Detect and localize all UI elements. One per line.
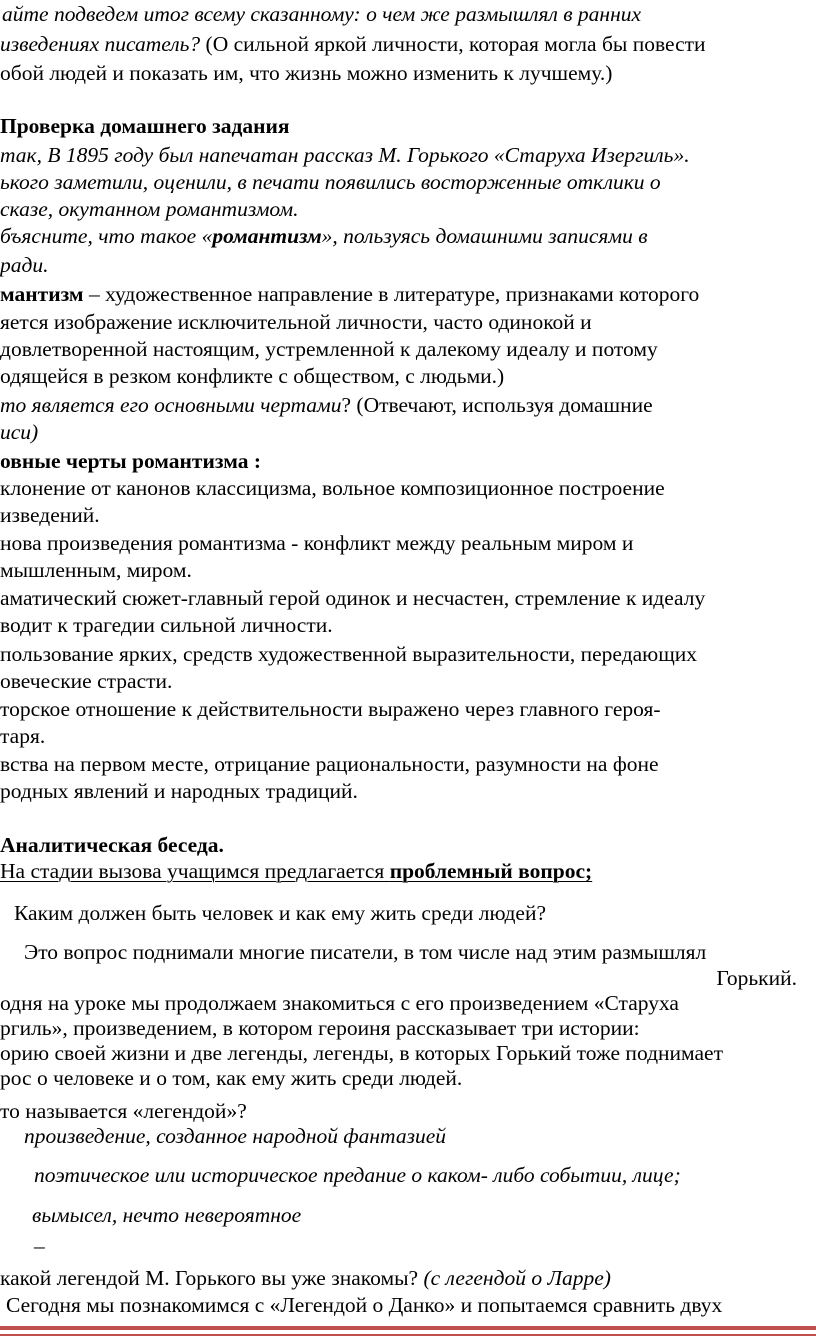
trait-line: водит к трагедии сильной личности. — [0, 613, 333, 637]
legend-question: то называется «легендой»? — [0, 1099, 247, 1123]
traits-question — [0, 395, 653, 417]
problem-stage-text: На стадии вызова учащимся предлагается — [0, 859, 390, 883]
paragraph-line-1: Это вопрос поднимали многие писатели, в том числе над этим размышлял — [24, 940, 707, 964]
trait-line: аматический сюжет-главный герой одинок и несчастен, стремление к идеалу — [0, 586, 706, 610]
legend-definition-3: вымысел, нечто невероятное — [32, 1203, 302, 1227]
trait-line: изведений. — [0, 503, 100, 527]
traits-question-italic: то является его основными чертами — [0, 393, 342, 417]
definition-line-2: яется изображение исключительной личности, часто одинокой и — [0, 310, 592, 334]
trait-line: пользование ярких, средств художественной выразительности, передающих — [0, 642, 698, 666]
trait-line: нова произведения романтизма - конфликт между реальным миром и — [0, 531, 634, 555]
traits-question-rest: ? (Отвечают, используя домашние — [341, 393, 653, 417]
romanticism-term: романтизм — [212, 224, 322, 248]
homework-line-3: сказе, окутанном романтизмом. — [0, 197, 299, 221]
homework-line-4 — [0, 226, 648, 248]
traits-question-line-2: иси) — [0, 420, 39, 444]
problem-stage-line — [0, 861, 592, 883]
problem-question-label: проблемный вопрос; — [389, 859, 593, 883]
homework-line-1: так, В 1895 году был напечатан рассказ М. Горького «Старуха Изергиль». — [0, 143, 690, 167]
trait-line: таря. — [0, 724, 46, 748]
known-legend-question: какой легендой М. Горького вы уже знакомы? — [0, 1266, 424, 1290]
paragraph-line-3: одня на уроке мы продолжаем знакомиться с его произведением «Старуха — [0, 991, 679, 1015]
trait-line: вства на первом месте, отрицание рациональности, разумности на фоне — [0, 752, 659, 776]
trait-line: клонение от канонов классицизма, вольное композиционное построение — [0, 476, 665, 500]
paragraph-line-5: орию своей жизни и две легенды, легенды, в которых Горький тоже поднимает — [0, 1041, 723, 1065]
intro-line-2 — [0, 34, 706, 56]
traits-heading: овные черты романтизма : — [0, 449, 261, 473]
definition-line-1 — [0, 284, 699, 306]
problem-question: Каким должен быть человек и как ему жить среди людей? — [14, 901, 547, 925]
trait-line: торское отношение к действительности выражено через главного героя- — [0, 697, 661, 721]
trait-line: овеческие страсти. — [0, 669, 173, 693]
legend-dash: – — [34, 1234, 45, 1258]
definition-line-3: довлетворенной настоящим, устремленной к далекому идеалу и потому — [0, 337, 658, 361]
intro-answer: (О сильной яркой личности, которая могла бы повести — [200, 32, 706, 56]
paragraph-line-4: ргиль», произведением, в котором героиня рассказывает три истории: — [0, 1016, 640, 1040]
legend-definition-2: поэтическое или историческое предание о каком- либо событии, лице; — [34, 1163, 681, 1187]
page-bottom-rule-thin — [0, 1334, 816, 1336]
definition-line-4: одящейся в резком конфликте с обществом, с людьми.) — [0, 364, 505, 388]
paragraph-line-2: Горький. — [716, 966, 797, 990]
intro-line-3: обой людей и показать им, что жизнь можно изменить к лучшему.) — [0, 61, 613, 85]
homework-line-2: ького заметили, оценили, в печати появились восторженные отклики о — [0, 170, 661, 194]
definition-text: – художественное направление в литературе, признаками которого — [83, 282, 700, 306]
definition-term: мантизм — [0, 282, 84, 306]
homework-line-4-pre: бъясните, что такое « — [0, 224, 213, 248]
trait-line: родных явлений и народных традиций. — [0, 779, 358, 803]
known-legend-answer: (с легендой о Ларре) — [423, 1266, 611, 1290]
page-bottom-rule — [0, 1326, 816, 1330]
analysis-heading: Аналитическая беседа. — [0, 833, 224, 857]
homework-line-4-post: », пользуясь домашними записями в — [321, 224, 648, 248]
known-legend-line — [0, 1268, 611, 1290]
intro-line-1: айте подведем итог всему сказанному: о чем же размышлял в ранних — [2, 2, 642, 26]
legend-definition-1: произведение, созданное народной фантазией — [24, 1124, 447, 1148]
paragraph-line-6: рос о человеке и о том, как ему жить среди людей. — [0, 1066, 463, 1090]
intro-question: изведениях писатель? — [0, 32, 201, 56]
final-line: Сегодня мы познакомимся с «Легендой о Данко» и попытаемся сравнить двух — [6, 1293, 723, 1317]
trait-line: мышленным, миром. — [0, 558, 192, 582]
homework-line-5: ради. — [0, 253, 49, 277]
homework-heading: Проверка домашнего задания — [0, 114, 290, 138]
